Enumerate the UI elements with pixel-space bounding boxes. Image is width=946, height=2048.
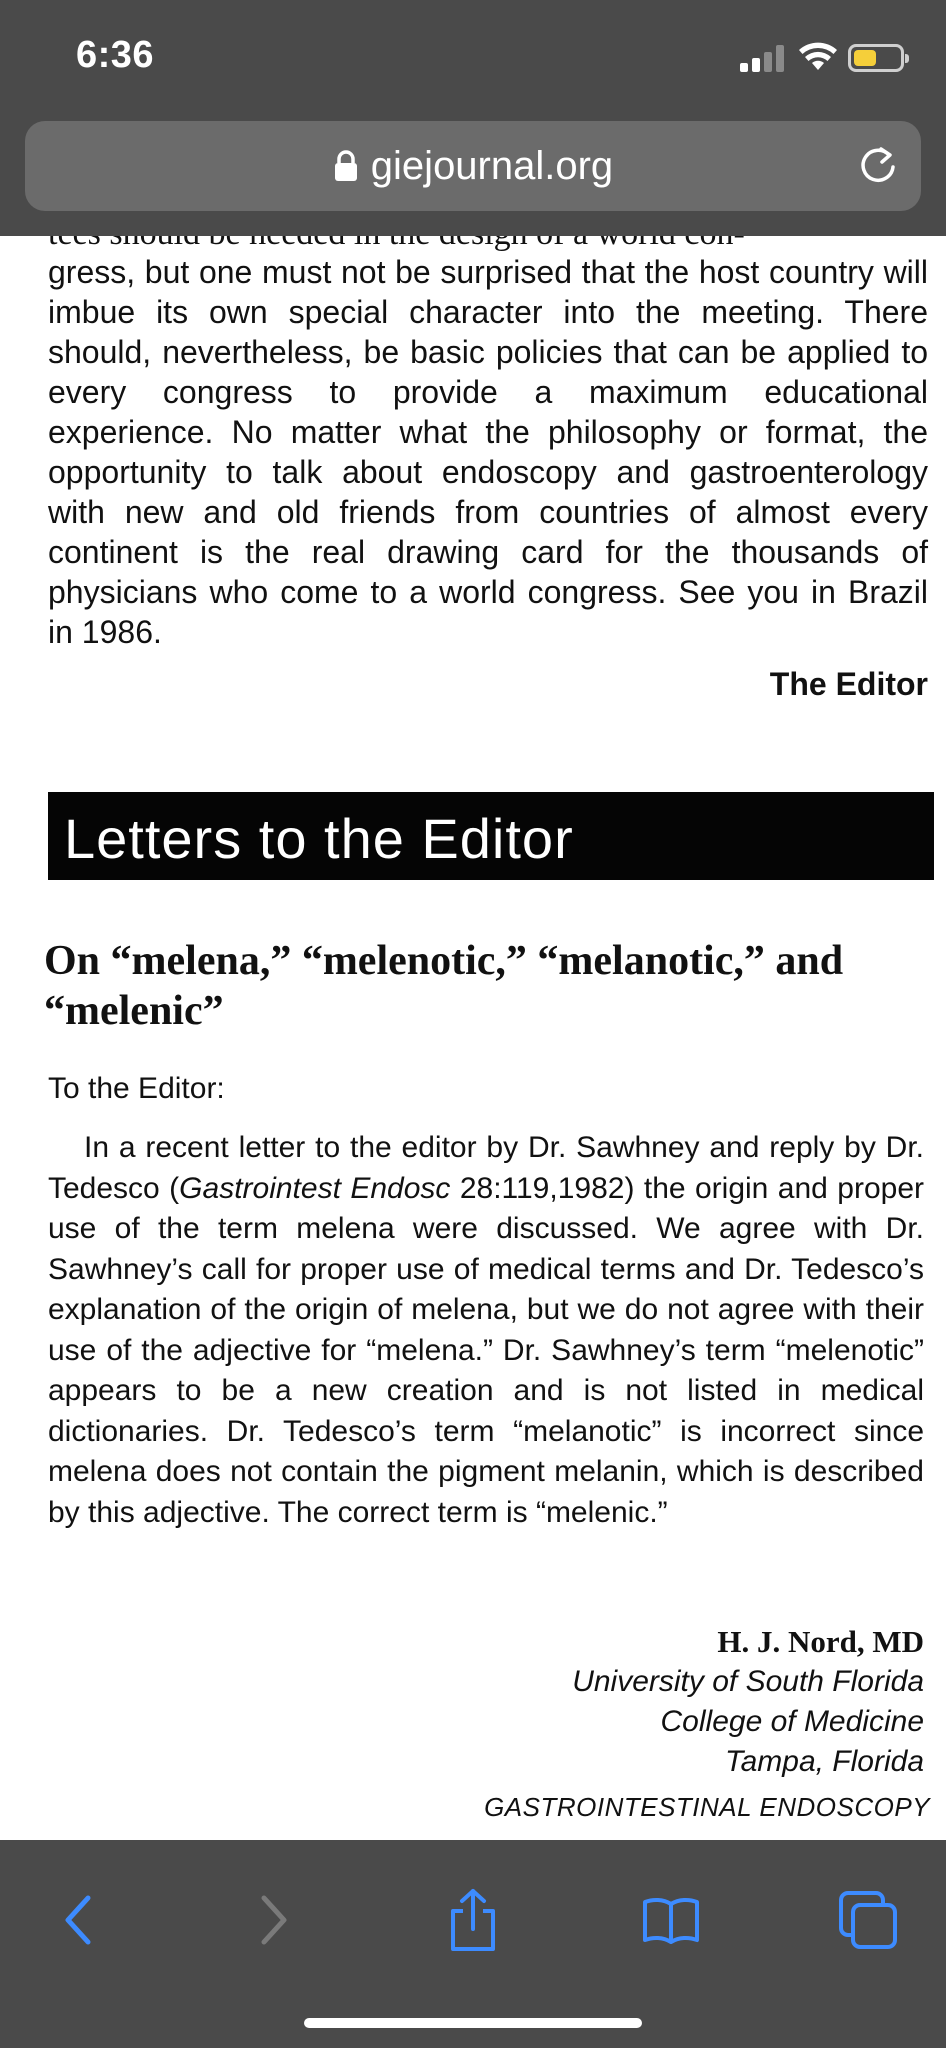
home-indicator[interactable]: [304, 2018, 642, 2028]
battery-level: [854, 50, 876, 66]
tabs-icon: [837, 1889, 899, 1951]
author-affiliation-college: College of Medicine: [660, 1705, 924, 1738]
lock-icon: [333, 149, 359, 183]
battery-icon: [848, 44, 904, 72]
url-text: giejournal.org: [370, 143, 614, 188]
editor-signoff: The Editor: [769, 666, 928, 702]
share-button[interactable]: [433, 1880, 513, 1960]
letter-body: [48, 1128, 924, 1533]
tabs-button[interactable]: [828, 1880, 908, 1960]
author-affiliation-city: Tampa, Florida: [725, 1745, 924, 1778]
citation-journal: Gastrointest Endosc: [179, 1171, 451, 1205]
reload-icon[interactable]: [855, 143, 901, 189]
browser-top-chrome: [0, 0, 946, 236]
chevron-right-icon: [254, 1892, 294, 1948]
forward-button[interactable]: [234, 1880, 314, 1960]
salutation: To the Editor:: [48, 1072, 225, 1105]
letter-title: On “melena,” “melenotic,” “melanotic,” and “melenic”: [44, 938, 844, 1034]
back-button[interactable]: [38, 1880, 118, 1960]
cellular-signal-icon: [740, 44, 788, 72]
letter-body-part2: 28:119,1982) the origin and proper use of the term melena were discussed. We agree with Dr. Sawhney’s call for proper use of medical terms and Dr. Tedesco’s explanation of the origin of melena, but we do not agree with their use of the adjective for “melena.” Dr. Sawhney’s term “melenotic” appears to be a new creation and is not listed in medical dictionaries. Dr. Tedesco’s term “melanotic” is incorrect since melena does not contain the pigment melanin, which is described by this adjective. The correct term is “melenic.”: [48, 1171, 924, 1529]
bookmarks-button[interactable]: [631, 1880, 711, 1960]
journal-footer: GASTROINTESTINAL ENDOSCOPY: [484, 1792, 930, 1822]
share-icon: [445, 1887, 501, 1953]
section-banner: [48, 792, 934, 880]
wifi-icon: [798, 40, 838, 72]
document-page: [0, 236, 946, 1840]
author-affiliation-university: University of South Florida: [572, 1665, 924, 1698]
author-name: H. J. Nord, MD: [717, 1624, 924, 1659]
book-icon: [641, 1896, 701, 1944]
browser-toolbar: [0, 1840, 946, 2048]
author-block: [572, 1622, 924, 1782]
chevron-left-icon: [58, 1892, 98, 1948]
address-bar[interactable]: [25, 121, 921, 211]
closing-paragraph: gress, but one must not be surprised that the host country will imbue its own special character into the meeting. There should, nevertheless, be basic policies that can be applied to every congress to provide a maximum educational experience. No matter what the philosophy or format, the opportunity to talk about endoscopy and gastroenterology with new and old friends from countries of almost every continent is the real drawing card for the thousands of physicians who come to a world congress. See you in Brazil in 1986.: [48, 254, 928, 650]
status-time: 6:36: [76, 34, 155, 76]
letter-body-part1: In a recent letter to the editor by Dr. Sawhney and reply by Dr. Tedesco (: [48, 1131, 924, 1205]
section-heading: Letters to the Editor: [64, 807, 574, 870]
